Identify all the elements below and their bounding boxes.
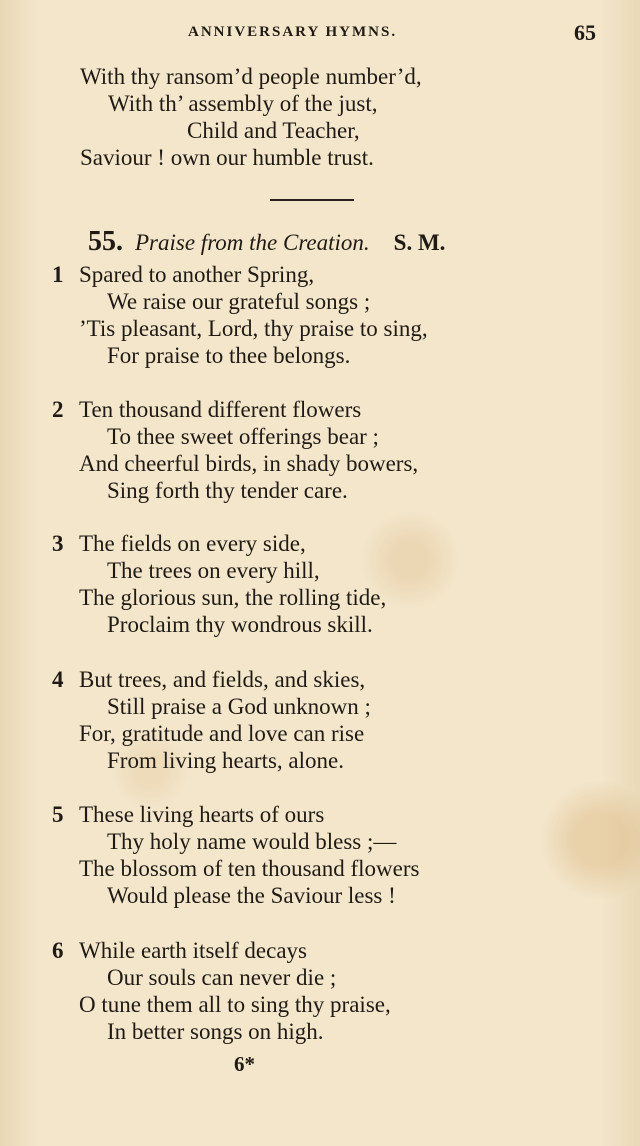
prev-hymn-line: Child and Teacher, [187, 118, 360, 143]
hymn-heading [88, 226, 445, 258]
stanza-number: 1 [52, 262, 64, 287]
stanza-line: For praise to thee belongs. [107, 343, 351, 368]
prev-hymn-line: With thy ransom’d people number’d, [80, 64, 422, 89]
stanza-line: The fields on every side, [79, 531, 306, 556]
stanza-number: 4 [52, 667, 64, 692]
stanza-line: But trees, and fields, and skies, [79, 667, 366, 692]
stanza-line: ’Tis pleasant, Lord, thy praise to sing, [79, 316, 428, 341]
stanza-line: Our souls can never die ; [107, 965, 337, 990]
stanza-line: Would please the Saviour less ! [107, 883, 396, 908]
stanza-line: Proclaim thy wondrous skill. [107, 612, 373, 637]
running-head: ANNIVERSARY HYMNS. [188, 24, 398, 40]
signature-mark: 6* [234, 1052, 255, 1076]
stanza-line: To thee sweet offerings bear ; [107, 424, 379, 449]
page-number: 65 [574, 20, 596, 45]
stanza-line: While earth itself decays [79, 938, 307, 963]
prev-hymn-line: With th’ assembly of the just, [108, 91, 378, 116]
stanza-line: In better songs on high. [107, 1019, 324, 1044]
stanza-number: 5 [52, 802, 64, 827]
stanza-line: From living hearts, alone. [107, 748, 344, 773]
stanza-number: 6 [52, 938, 64, 963]
stanza-line: O tune them all to sing thy praise, [79, 992, 391, 1017]
stanza-line: Thy holy name would bless ;— [107, 829, 397, 854]
hymn-number: 55. [88, 226, 123, 257]
stanza-line: These living hearts of ours [79, 802, 325, 827]
stanza-line: The blossom of ten thousand flowers [79, 856, 420, 881]
stanza-line: Ten thousand different flowers [79, 397, 362, 422]
stanza-number: 2 [52, 397, 64, 422]
stanza-number: 3 [52, 531, 64, 556]
prev-hymn-line: Saviour ! own our humble trust. [80, 145, 374, 170]
stanza-line: And cheerful birds, in shady bowers, [79, 451, 419, 476]
hymn-title: Praise from the Creation. [135, 230, 370, 255]
section-divider [270, 199, 354, 201]
stanza-line: Still praise a God unknown ; [107, 694, 371, 719]
hymn-meter: S. M. [393, 230, 446, 255]
stanza-line: Sing forth thy tender care. [107, 478, 348, 503]
stanza-line: The trees on every hill, [107, 558, 320, 583]
stanza-line: For, gratitude and love can rise [79, 721, 365, 746]
stanza-line: Spared to another Spring, [79, 262, 315, 287]
stanza-line: The glorious sun, the rolling tide, [79, 585, 387, 610]
stanza-line: We raise our grateful songs ; [107, 289, 371, 314]
